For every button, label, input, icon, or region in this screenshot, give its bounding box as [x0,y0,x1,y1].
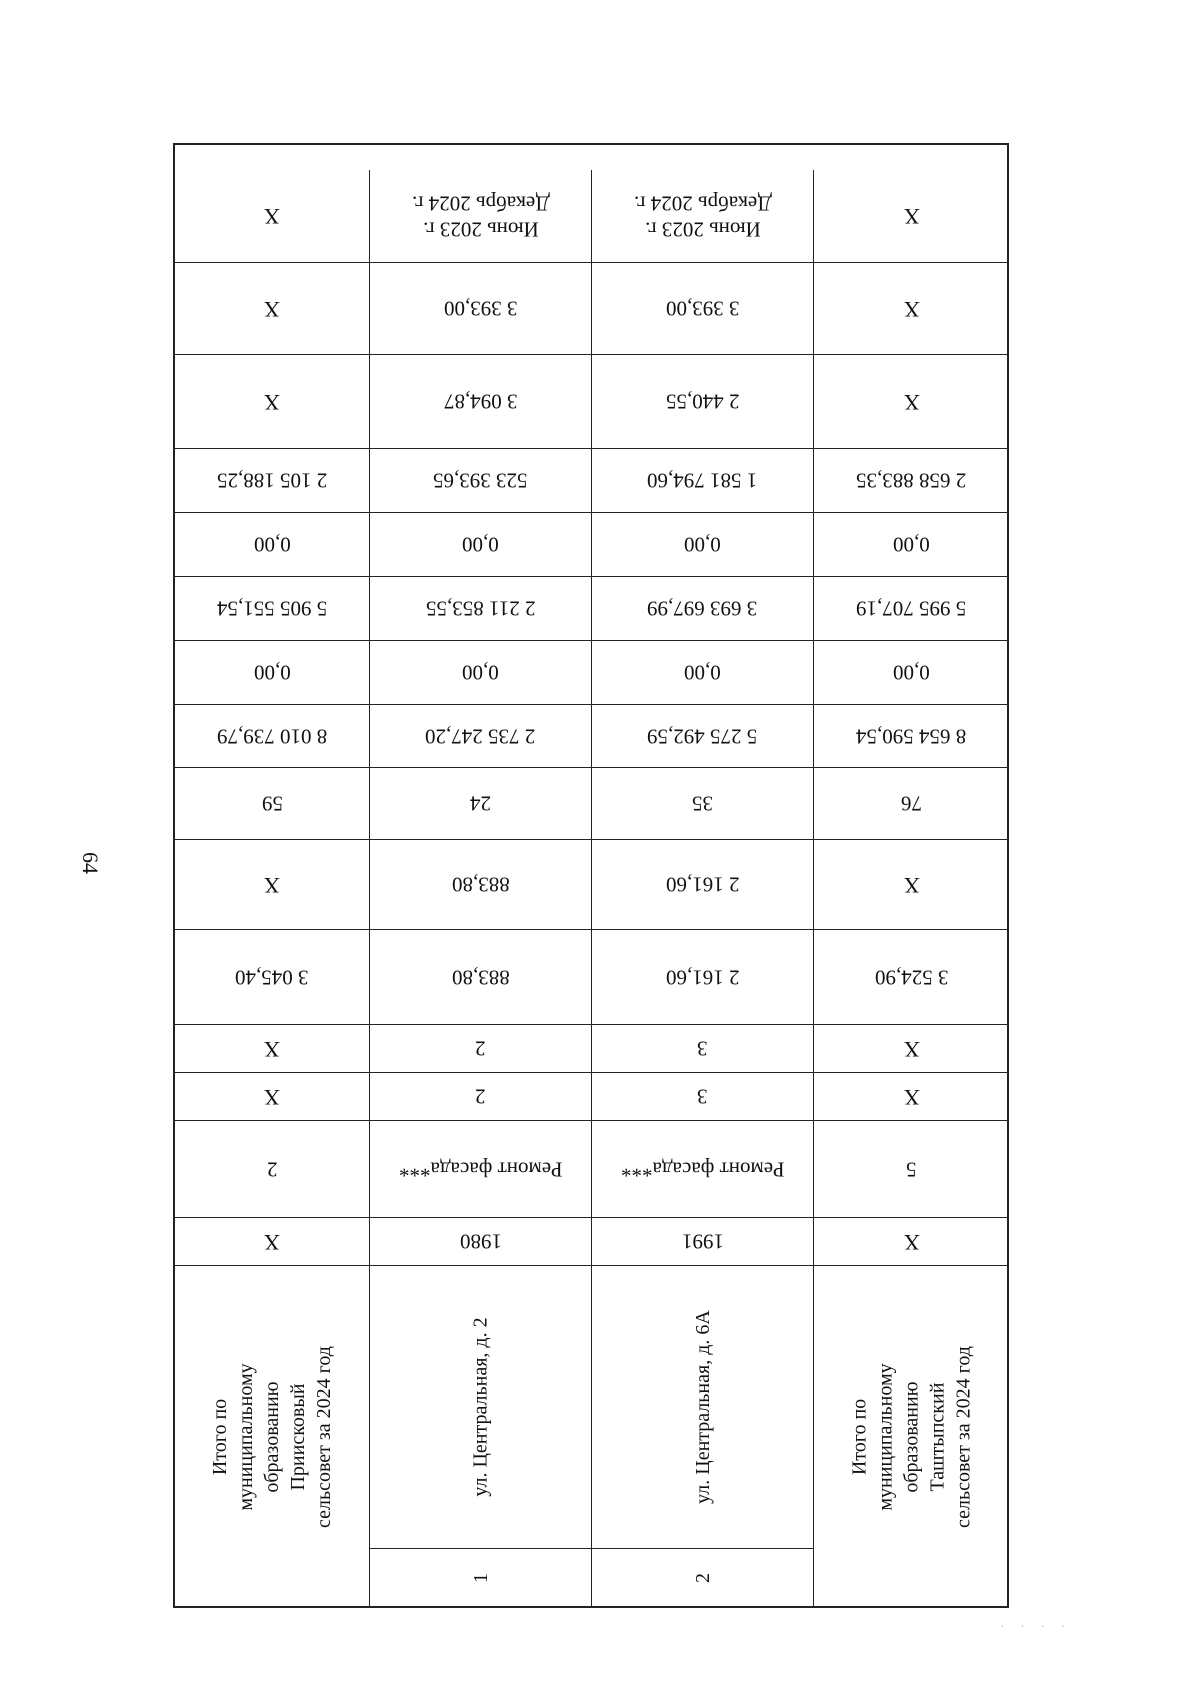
table-cell [814,1073,1009,1120]
table-cell [592,263,814,354]
table-cell [814,705,1009,767]
cell-value: 35 [692,791,713,816]
table-cell [175,768,370,839]
table-header-row [175,1266,1009,1608]
cell-value: Июнь 2023 г. Декабрь 2024 г. [411,191,550,242]
summary-tasht-label: Итого по муниципальному образованию Таштыпский сельсовет за 2024 год [848,1346,975,1529]
cell-value: 3 [697,1036,708,1061]
cell-value: 3 393,00 [665,296,740,321]
cell-value: 2 161,60 [665,965,740,990]
table-row-total [175,705,1009,768]
table-cell [814,1121,1009,1217]
row-number-2: 2 [691,1573,714,1583]
cell-value: 2 735 247,20 [425,724,536,749]
row-number-1: 1 [469,1573,492,1583]
table-cell [370,1121,592,1217]
cell-value: 2 440,55 [665,389,740,414]
cell-value: 2 161,60 [665,872,740,897]
cell-value: 5 [906,1157,917,1182]
table-cell [175,840,370,929]
table-cell [814,355,1009,448]
table-cell [370,449,592,512]
cell-value: 0,00 [893,660,930,685]
cell-value: X [264,1036,280,1062]
cell-value: 523 393,65 [433,468,528,493]
cell-value: 2 [475,1036,486,1061]
table-cell [370,641,592,704]
table-cell [370,263,592,354]
table-cell [370,1025,592,1072]
cell-value: 3 393,00 [443,296,518,321]
cell-value: 2 105 188,25 [216,468,328,493]
table-row-works [175,1121,1009,1218]
table-row-cost2 [175,263,1009,355]
table-cell [592,1073,814,1120]
cell-value: X [903,1036,920,1062]
cell-value: X [264,389,280,415]
cell-value: 0,00 [462,532,499,557]
table-cell [592,1121,814,1217]
cell-value: 8 654 590,54 [856,724,967,749]
table-cell [370,355,592,448]
table-cell [814,930,1009,1024]
cell-value: X [264,872,280,898]
table-cell [814,1025,1009,1072]
cell-value: 883,80 [451,965,510,990]
table-cell [592,705,814,767]
table-cell [592,840,814,929]
cell-value: 2 211 853,55 [425,596,536,621]
cell-value: Ремонт фасада*** [620,1157,785,1182]
header-cell-summary-prisk [175,1266,370,1608]
cell-value: 0,00 [253,660,291,685]
cell-value: 1991 [681,1229,724,1254]
table-cell [814,577,1009,640]
table-row-year [175,1218,1009,1266]
cell-value: X [264,204,280,229]
table-cell [370,513,592,576]
table-cell [370,840,592,929]
table-cell [175,263,370,354]
table-cell [175,1121,370,1217]
cell-value: 59 [261,791,283,816]
table-cell [592,355,814,448]
cell-value: X [903,872,920,898]
table-cell [175,1025,370,1072]
table-cell [370,930,592,1024]
cell-value: 5 905 551,54 [216,596,328,621]
cell-value: X [903,204,920,229]
cell-value: X [264,296,280,322]
cell-value: X [264,1229,280,1255]
table-cell [814,449,1009,512]
table-cell [592,577,814,640]
table-cell [814,513,1009,576]
cell-value: 3 094,87 [443,389,518,414]
table-cell [175,449,370,512]
cell-value: X [903,389,920,415]
header-cell-addr2 [592,1266,814,1608]
cell-value: 883,80 [451,872,510,897]
table-cell [814,840,1009,929]
table-cell [592,768,814,839]
table-row-area [175,930,1009,1025]
cell-value: 3 [697,1084,708,1109]
table-cell [175,355,370,448]
table-row-dates [175,170,1009,263]
table-row-fund3 [175,513,1009,577]
table-cell [592,513,814,576]
header-cell-addr1 [370,1266,592,1608]
table-cell [370,577,592,640]
scan-artifact: · · · · [1000,1620,1072,1635]
cell-value: 24 [470,791,491,816]
table-row-fund4 [175,449,1009,513]
cell-value: 2 [266,1157,278,1182]
cell-value: 76 [901,791,922,816]
table-cell [370,170,592,262]
table-row-people [175,768,1009,840]
cell-value: 0,00 [253,532,291,557]
table-cell [370,768,592,839]
cell-value: 0,00 [893,532,930,557]
table-cell [175,1218,370,1265]
table-cell [814,641,1009,704]
page-number: 64 [78,852,103,874]
table-row-cost1 [175,355,1009,449]
cell-value: Июнь 2023 г. Декабрь 2024 г. [633,191,772,242]
cell-value: X [903,1084,920,1110]
table-cell [175,705,370,767]
cell-value: X [903,1229,920,1255]
cell-value: Ремонт фасада*** [398,1157,563,1182]
address-1-label: ул. Центральная, д. 2 [469,1317,492,1497]
table-cell [370,1073,592,1120]
table-cell [370,705,592,767]
table-cell [814,170,1009,262]
address-2-label: ул. Центральная, д. 6А [691,1310,714,1504]
summary-prisk-label: Итого по муниципальному образованию Приисковый сельсовет за 2024 год [209,1346,335,1529]
cell-value: 0,00 [684,660,721,685]
cell-value: 1980 [459,1229,502,1254]
table-cell [592,641,814,704]
table-row-fund2 [175,577,1009,641]
table-cell [175,513,370,576]
table-cell [175,930,370,1024]
cell-value: 0,00 [684,532,721,557]
table-cell [175,1073,370,1120]
table-cell [592,170,814,262]
cell-value: 3 693 697,99 [647,596,758,621]
table-cell [370,1218,592,1265]
table-cell [592,1218,814,1265]
table-row-n1 [175,1073,1009,1121]
table-cell [175,577,370,640]
cell-value: 1 581 794,60 [647,468,758,493]
cell-value: 3 524,90 [874,965,949,990]
cell-value: X [903,296,920,322]
cell-value: 3 045,40 [235,965,309,990]
cell-value: 2 658 883,35 [856,468,967,493]
table-cell [175,170,370,262]
table-row-area2 [175,840,1009,930]
cell-value: 5 995 707,19 [856,596,967,621]
cell-value: 5 275 492,59 [647,724,758,749]
table-cell [814,263,1009,354]
table-cell [814,1218,1009,1265]
header-cell-summary-tasht [814,1266,1009,1608]
table-cell [592,930,814,1024]
table-cell [175,641,370,704]
cell-value: 8 010 739,79 [216,724,328,749]
table-cell [592,1025,814,1072]
table-row-n2 [175,1025,1009,1073]
table-cell [814,768,1009,839]
table-row-fund1 [175,641,1009,705]
cell-value: 2 [475,1084,486,1109]
cell-value: 0,00 [462,660,499,685]
data-table [173,143,1009,1608]
table-cell [592,449,814,512]
cell-value: X [264,1084,280,1110]
